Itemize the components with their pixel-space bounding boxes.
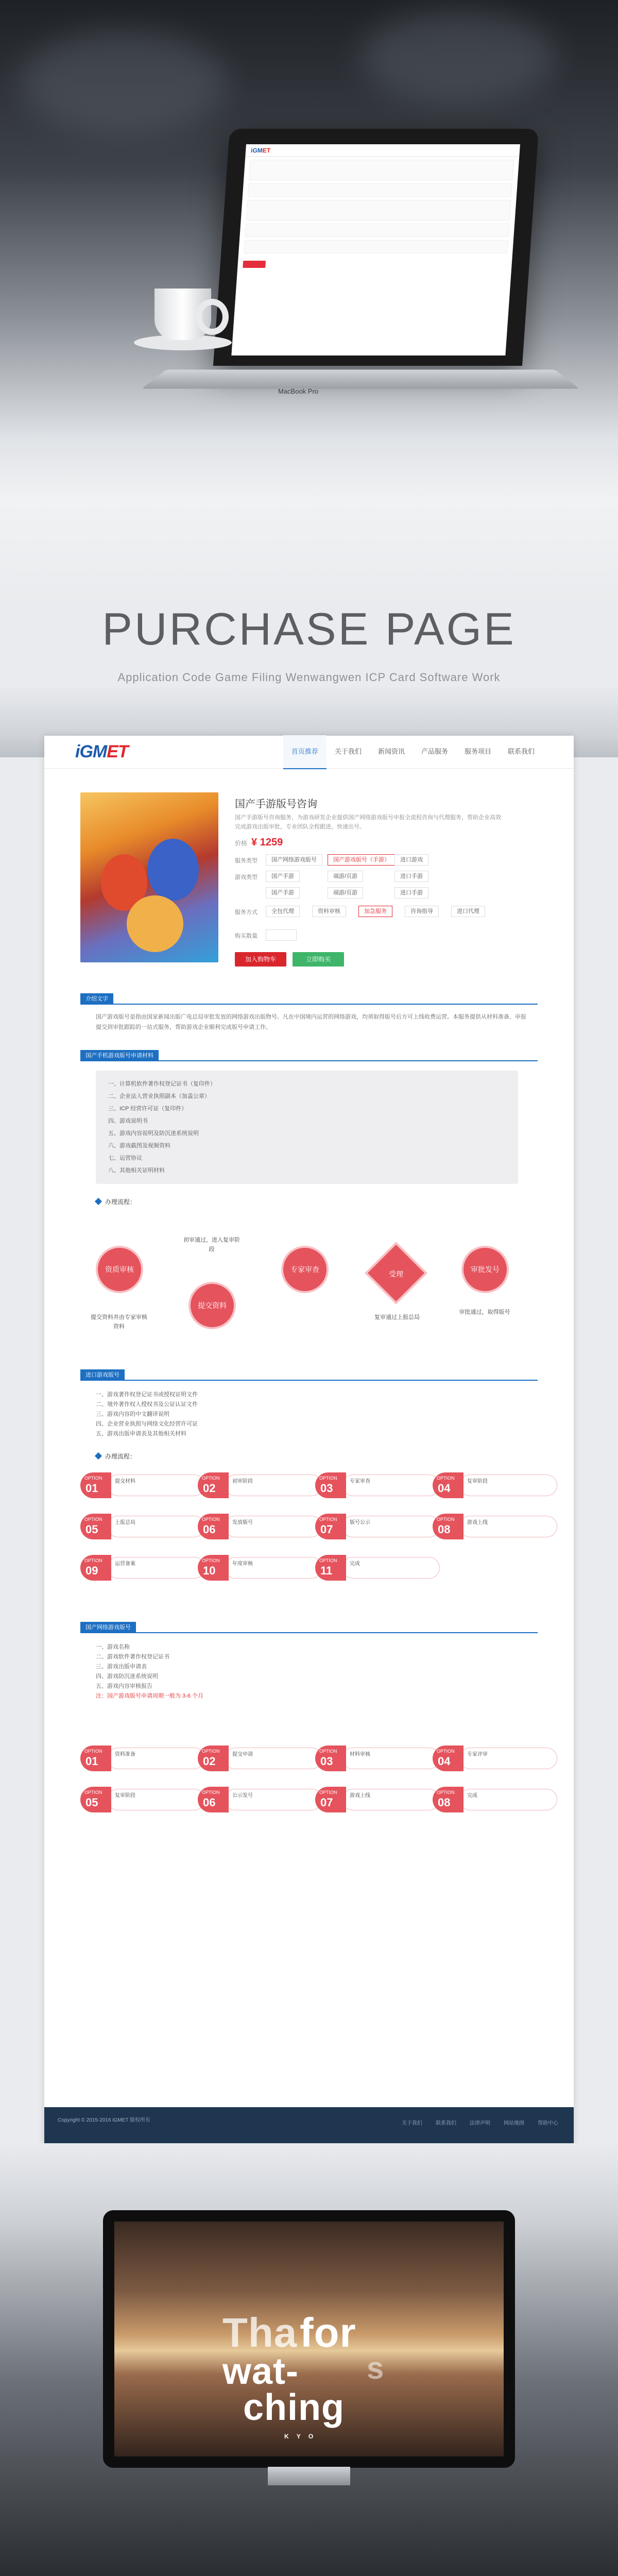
list-item: 二、企业法人营业执照副本（加盖公章）: [108, 1093, 210, 1099]
option-number: [315, 1787, 346, 1812]
option-word: OPTION: [202, 1517, 220, 1522]
list-item: 三、游戏内容的中文翻译说明: [96, 1411, 169, 1417]
product-price: [235, 837, 283, 849]
option-word: OPTION: [319, 1790, 337, 1795]
monitor-stand: [268, 2467, 350, 2485]
option-label: 服务方式: [235, 909, 258, 916]
option-chip-selected[interactable]: 国产游戏版号（手游）: [328, 854, 396, 866]
option-text: 公示发号: [225, 1789, 322, 1810]
option-chip[interactable]: 咨询指导: [405, 906, 439, 917]
flow-title: 办理流程：: [105, 1198, 136, 1206]
option-label: 游戏类型: [235, 874, 258, 880]
product-summary: [80, 792, 544, 968]
option-label: 服务类型: [235, 858, 258, 864]
option-pill: [433, 1514, 572, 1539]
flow-node-label: 受理: [389, 1270, 403, 1278]
option-text: 资料准备: [107, 1748, 205, 1769]
product-image: [80, 792, 218, 962]
flow-node: 资质审核: [96, 1246, 143, 1293]
end-word: ching: [243, 2387, 345, 2428]
nav-item-contact[interactable]: 联系我们: [507, 747, 535, 755]
option-index: 08: [438, 1523, 451, 1536]
diamond-icon: [95, 1452, 102, 1460]
option-chip[interactable]: 国产手游: [266, 871, 300, 882]
option-index: 04: [438, 1482, 451, 1495]
option-word: OPTION: [437, 1790, 455, 1795]
laptop-base: [142, 370, 579, 389]
list-item: 一、游戏名称: [96, 1644, 130, 1650]
option-text: 复审阶段: [459, 1475, 557, 1496]
nav-item-products[interactable]: 产品服务: [421, 747, 448, 755]
monitor-screen: [103, 2210, 515, 2468]
section-header-import: [80, 1369, 538, 1381]
flow-node: 提交资料: [188, 1282, 236, 1329]
mini-logo: iGMET: [250, 146, 271, 154]
nav-item-services[interactable]: 服务项目: [464, 747, 491, 755]
option-word: OPTION: [202, 1476, 220, 1481]
flow-heading: [96, 1197, 136, 1206]
option-text: 提交材料: [107, 1475, 205, 1496]
site-footer: [44, 2107, 574, 2147]
option-index: 03: [320, 1482, 333, 1495]
flow-title: 办理流程：: [105, 1453, 136, 1460]
option-chip[interactable]: 进口手游: [394, 887, 428, 899]
option-number: [80, 1745, 111, 1771]
option-text: 专家审查: [342, 1475, 440, 1496]
flow-heading: [96, 1452, 136, 1461]
section-header-intro: [80, 993, 538, 1005]
option-number: [198, 1745, 229, 1771]
add-to-cart-button[interactable]: 加入购物车: [235, 952, 286, 967]
footer-link[interactable]: 网站地图: [504, 2121, 524, 2126]
option-number: [433, 1745, 464, 1771]
option-chip[interactable]: 国产网络游戏版号: [266, 854, 322, 866]
list-item: 三、游戏出版申请表: [96, 1664, 147, 1670]
list-item: 一、计算机软件著作权登记证书（复印件）: [108, 1081, 216, 1087]
list-item: 四、游戏防沉迷系统说明: [96, 1673, 158, 1680]
option-text: 材料审核: [342, 1748, 440, 1769]
third-materials-list: [96, 1642, 518, 1701]
option-index: 07: [320, 1796, 333, 1809]
nav-item-about[interactable]: 关于我们: [334, 747, 362, 755]
option-word: OPTION: [84, 1749, 102, 1754]
option-word: OPTION: [437, 1749, 455, 1754]
mini-row: [248, 183, 512, 197]
option-text: 提交申请: [225, 1748, 322, 1769]
option-number: [315, 1472, 346, 1498]
option-word: OPTION: [319, 1476, 337, 1481]
option-word: OPTION: [202, 1558, 220, 1563]
option-number: [80, 1787, 111, 1812]
option-number: [315, 1555, 346, 1581]
option-index: 05: [85, 1796, 98, 1809]
end-word: Tha: [222, 2310, 298, 2355]
quantity-label: 购买数量: [235, 933, 258, 939]
list-item: 八、其他相关证明材料: [108, 1167, 165, 1174]
footer-links: [402, 2120, 558, 2128]
section-title: 国产网络游戏版号: [80, 1622, 136, 1633]
option-index: 06: [203, 1796, 216, 1809]
end-word: wat-: [222, 2351, 299, 2392]
intro-text: 国产游戏版号是指由国家新闻出版广电总局审批发放的网络游戏出版物号。凡在中国境内运营的网络游戏，均须取得版号后方可上线收费运营。本服务提供从材料准备、申报提交到审批跟踪的一站式服务，帮助游戏企业顺利完成版号申请工作。: [96, 1014, 526, 1030]
option-pill: [315, 1555, 454, 1581]
option-word: OPTION: [319, 1517, 337, 1522]
option-number: [315, 1514, 346, 1539]
section-title: 国产手机游戏版号申请材料: [80, 1050, 159, 1061]
mini-button: [243, 261, 266, 268]
flow-note: 复审通过上报总局: [374, 1314, 420, 1320]
option-index: 09: [85, 1564, 98, 1577]
hero-banner: [0, 0, 618, 608]
product-name: 国产手游版号咨询: [235, 799, 317, 810]
option-number: [198, 1555, 229, 1581]
quantity-stepper[interactable]: [266, 929, 297, 941]
list-item: 六、游戏截图及视频资料: [108, 1143, 170, 1149]
option-word: OPTION: [84, 1558, 102, 1563]
option-chip[interactable]: 端游/页游: [328, 871, 363, 882]
list-item: 二、境外著作权人授权书及公证认证文件: [96, 1401, 198, 1408]
mini-row: [249, 160, 514, 180]
nav-menu: [283, 735, 543, 769]
option-text: 完成: [342, 1557, 440, 1579]
option-index: 07: [320, 1523, 333, 1536]
option-index: 02: [203, 1755, 216, 1768]
logo-main: iGM: [75, 742, 107, 761]
note-text: 注：国产游戏版号申请周期一般为 3-6 个月: [96, 1693, 204, 1699]
section-header-third: [80, 1622, 538, 1633]
option-number: [80, 1555, 111, 1581]
flow-node: 专家审查: [281, 1246, 329, 1293]
option-number: [80, 1472, 111, 1498]
option-text: 复审阶段: [107, 1789, 205, 1810]
option-index: 11: [320, 1564, 333, 1577]
option-chip[interactable]: 进口手游: [394, 871, 428, 882]
option-index: 03: [320, 1755, 333, 1768]
buy-now-button[interactable]: 立即购买: [293, 952, 344, 967]
list-item: 二、游戏软件著作权登记证书: [96, 1654, 169, 1660]
section-title: 介绍文字: [80, 993, 113, 1005]
option-word: OPTION: [437, 1517, 455, 1522]
section-title: 进口游戏版号: [80, 1369, 125, 1381]
list-item: 五、游戏内容审核报告: [96, 1683, 152, 1689]
sunset-image: [114, 2222, 504, 2456]
mini-row: [246, 200, 511, 221]
option-word: OPTION: [84, 1517, 102, 1522]
option-text: 年度审核: [225, 1557, 322, 1579]
site-page: [44, 736, 574, 2147]
option-index: 06: [203, 1523, 216, 1536]
option-word: OPTION: [319, 1749, 337, 1754]
laptop-screen-content: [231, 144, 520, 355]
list-item: 四、企业营业执照与网络文化经营许可证: [96, 1421, 198, 1427]
diamond-icon: [95, 1198, 102, 1205]
list-item: 三、ICP 经营许可证（复印件）: [108, 1106, 187, 1112]
domestic-materials-box: [96, 1071, 518, 1184]
option-number: [80, 1514, 111, 1539]
option-number: [198, 1787, 229, 1812]
footer-link[interactable]: 关于我们: [402, 2121, 422, 2126]
option-text: 运营备案: [107, 1557, 205, 1579]
option-word: OPTION: [202, 1749, 220, 1754]
option-number: [198, 1514, 229, 1539]
option-index: 04: [438, 1755, 451, 1768]
footer-copyright: Copyright © 2015-2016 iGMET 版权所有: [58, 2117, 151, 2123]
option-text: 专家评审: [459, 1748, 557, 1769]
product-description: 国产手游版号咨询服务，为游戏研发企业提供国产网络游戏版号申报全流程咨询与代理服务，帮助企业高效完成游戏出版审批，专业团队全程跟进，快速出号。: [235, 815, 501, 830]
option-number: [433, 1787, 464, 1812]
laptop-screen: [213, 129, 539, 366]
flow-note: 初审通过，进入复审阶段: [183, 1237, 240, 1252]
import-materials-list: [96, 1390, 518, 1439]
option-text: 游戏上线: [459, 1516, 557, 1537]
top-navigation: [44, 736, 574, 769]
option-word: OPTION: [84, 1476, 102, 1481]
nav-item-news[interactable]: 新闻资讯: [377, 747, 405, 755]
option-index: 02: [203, 1482, 216, 1495]
option-text: 初审阶段: [225, 1475, 322, 1496]
list-item: 七、运营协议: [108, 1155, 142, 1161]
list-item: 五、游戏内容说明及防沉迷系统说明: [108, 1130, 199, 1137]
option-pill: [433, 1472, 572, 1498]
option-index: 08: [438, 1796, 451, 1809]
option-pill: [433, 1745, 572, 1771]
price-value: ¥ 1259: [251, 837, 283, 848]
option-chip[interactable]: 资料审核: [312, 906, 346, 917]
end-tiny: K Y O: [284, 2433, 317, 2440]
option-pill: [433, 1787, 572, 1812]
mini-row: [244, 240, 508, 253]
list-item: 五、游戏出版申请表及其他相关材料: [96, 1431, 186, 1437]
footer-link[interactable]: 法律声明: [470, 2121, 490, 2126]
end-word: s: [367, 2351, 385, 2385]
nav-item-home[interactable]: 首页推荐: [283, 735, 327, 769]
coffee-cup-icon: [154, 289, 211, 340]
footer-link[interactable]: 联系我们: [436, 2121, 456, 2126]
option-index: 10: [203, 1564, 216, 1577]
flow-note: 审批通过，取得版号: [459, 1309, 510, 1315]
list-item: 四、游戏说明书: [108, 1118, 148, 1124]
option-number: [315, 1745, 346, 1771]
option-text: 游戏上线: [342, 1789, 440, 1810]
option-word: OPTION: [437, 1476, 455, 1481]
footer-link[interactable]: 帮助中心: [538, 2121, 558, 2126]
flow-node: 审批发号: [461, 1246, 509, 1293]
price-label: 价格: [235, 840, 248, 847]
option-chip[interactable]: 国产手游: [266, 887, 300, 899]
mini-nav: [245, 144, 520, 157]
option-index: 01: [85, 1755, 98, 1768]
laptop-brand: MacBook Pro: [278, 387, 319, 395]
logo-accent: ET: [107, 742, 128, 761]
site-logo[interactable]: [75, 742, 128, 762]
option-word: OPTION: [202, 1790, 220, 1795]
option-index: 05: [85, 1523, 98, 1536]
option-chip[interactable]: 全包代理: [266, 906, 300, 917]
flow-note: 提交资料并由专家审核资料: [91, 1314, 147, 1330]
option-chip[interactable]: 端游/页游: [328, 887, 363, 899]
thank-you-banner: [0, 2143, 618, 2576]
option-number: [433, 1514, 464, 1539]
list-item: 一、游戏著作权登记证书或授权证明文件: [96, 1392, 198, 1398]
option-chip[interactable]: 进口代理: [451, 906, 485, 917]
mini-row: [245, 224, 509, 237]
section-header-domestic: [80, 1050, 538, 1061]
option-word: OPTION: [319, 1558, 337, 1563]
option-text: 发放版号: [225, 1516, 322, 1537]
option-word: OPTION: [84, 1790, 102, 1795]
end-word: for: [300, 2310, 356, 2355]
option-chip[interactable]: 进口游戏: [394, 854, 428, 866]
option-number: [198, 1472, 229, 1498]
option-text: 版号公示: [342, 1516, 440, 1537]
option-index: 01: [85, 1482, 98, 1495]
option-number: [433, 1472, 464, 1498]
option-chip-selected[interactable]: 加急服务: [358, 906, 392, 917]
page-title: PURCHASE PAGE: [102, 603, 516, 654]
page-subtitle: Application Code Game Filing Wenwangwen ICP Card Software Work: [117, 671, 501, 684]
option-text: 完成: [459, 1789, 557, 1810]
option-text: 上报总局: [107, 1516, 205, 1537]
